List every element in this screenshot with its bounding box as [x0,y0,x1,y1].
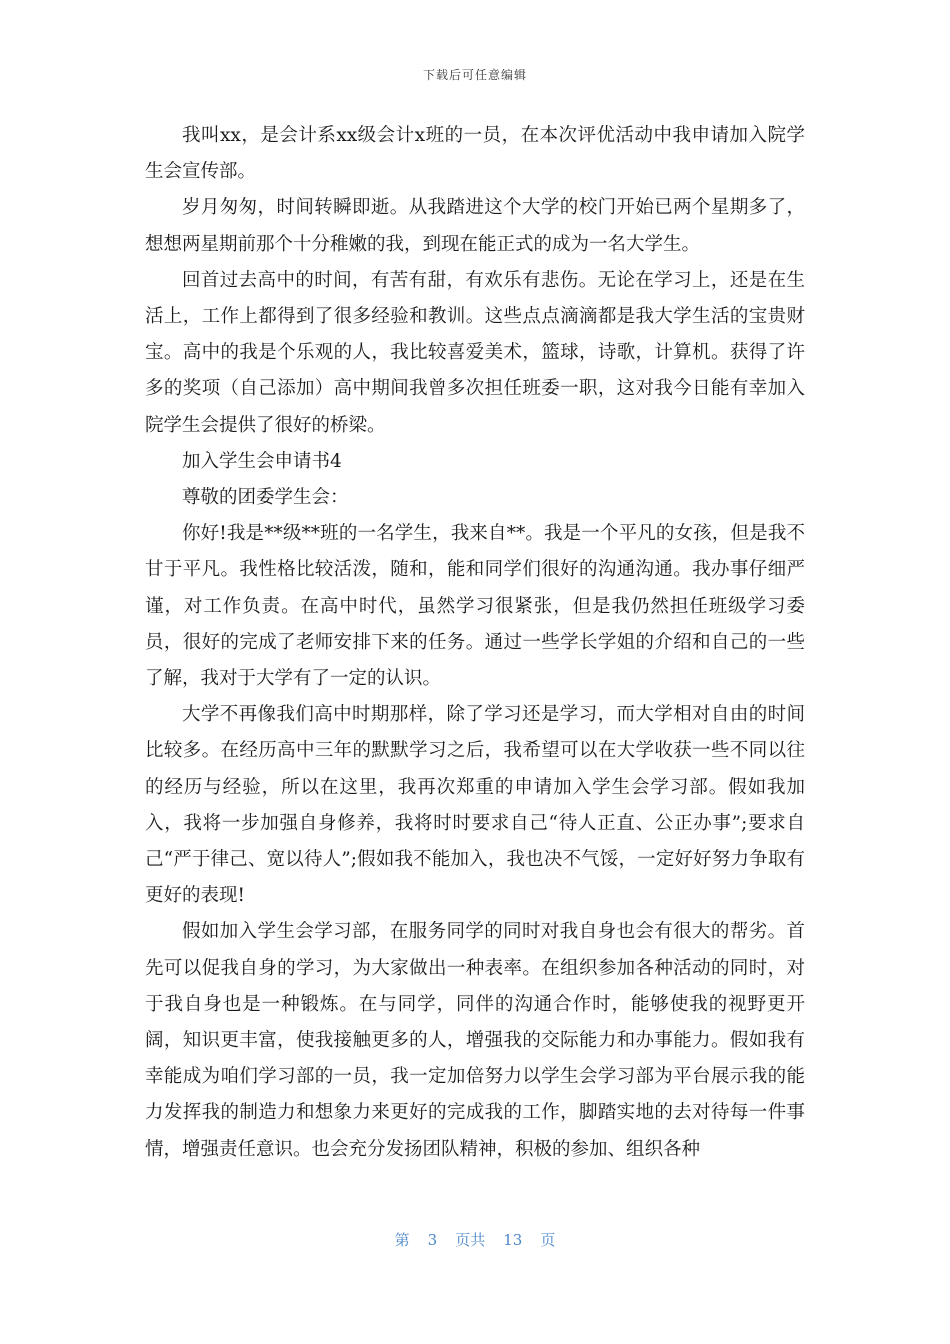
paragraph: 岁月匆匆，时间转瞬即逝。从我踏进这个大学的校门开始已两个星期多了，想想两星期前那个十分稚嫩的我，到现在能正式的成为一名大学生。 [145,197,805,255]
paragraph: 大学不再像我们高中时期那样，除了学习还是学习，而大学相对自由的时间比较多。在经历高中三年的默默学习之后，我希望可以在大学收获一些不同以往的经历与经验，所以在这里，我再次郑重的申请加入学生会学习部。假如我加入，我将一步加强自身修养，我将时时要求自己“待人正直、公正办事”;要求自己“严于律己、宽以待人”;假如我不能加入，我也决不气馁，一定好好努力争取有更好的表现! [145,704,805,907]
section-title: 加入学生会申请书4 [182,450,342,472]
paragraph: 你好!我是**级**班的一名学生，我来自**。我是一个平凡的女孩，但是我不甘于平凡。我性格比较活泼，随和，能和同学们很好的沟通沟通。我办事仔细严谨，对工作负责。在高中时代，虽然学习很紧张，但是我仍然担任班级学习委员，很好的完成了老师安排下来的任务。通过一些学长学姐的介绍和自己的一些了解，我对于大学有了一定的认识。 [145,523,805,690]
paragraph: 假如加入学生会学习部，在服务同学的同时对我自身也会有很大的帮劣。首先可以促我自身的学习，为大家做出一种表率。在组织参加各种活动的同时，对于我自身也是一种锻炼。在与同学，同伴的沟通合作时，能够使我的视野更开阔，知识更丰富，使我接触更多的人，增强我的交际能力和办事能力。假如我有幸能成为咱们学习部的一员，我一定加倍努力以学生会学习部为平台展示我的能力发挥我的制造力和想象力来更好的完成我的工作，脚踏实地的去对待每一件事情，增强责任意识。也会充分发扬团队精神，积极的参加、组织各种 [145,921,805,1160]
page-header: 下载后可任意编辑 [422,68,527,82]
document-body [145,118,805,1168]
page-label-mid: 页共 [455,1231,486,1249]
page-label-suffix: 页 [540,1231,556,1249]
page-label-prefix: 第 [394,1231,410,1249]
paragraph: 我叫xx，是会计系xx级会计x班的一员，在本次评优活动中我申请加入院学生会宣传部。 [145,125,805,183]
current-page-number: 3 [427,1231,438,1249]
salutation: 尊敬的团委学生会： [182,487,349,509]
paragraph: 回首过去高中的时间，有苦有甜，有欢乐有悲伤。无论在学习上，还是在生活上，工作上都得到了很多经验和教训。这些点点滴滴都是我大学生活的宝贵财宝。高中的我是个乐观的人，我比较喜爱美术，篮球，诗歌，计算机。获得了许多的奖项（自己添加）高中期间我曾多次担任班委一职，这对我今日能有幸加入院学生会提供了很好的桥梁。 [145,269,805,436]
page-footer [0,1229,950,1250]
total-pages-number: 13 [503,1231,523,1249]
